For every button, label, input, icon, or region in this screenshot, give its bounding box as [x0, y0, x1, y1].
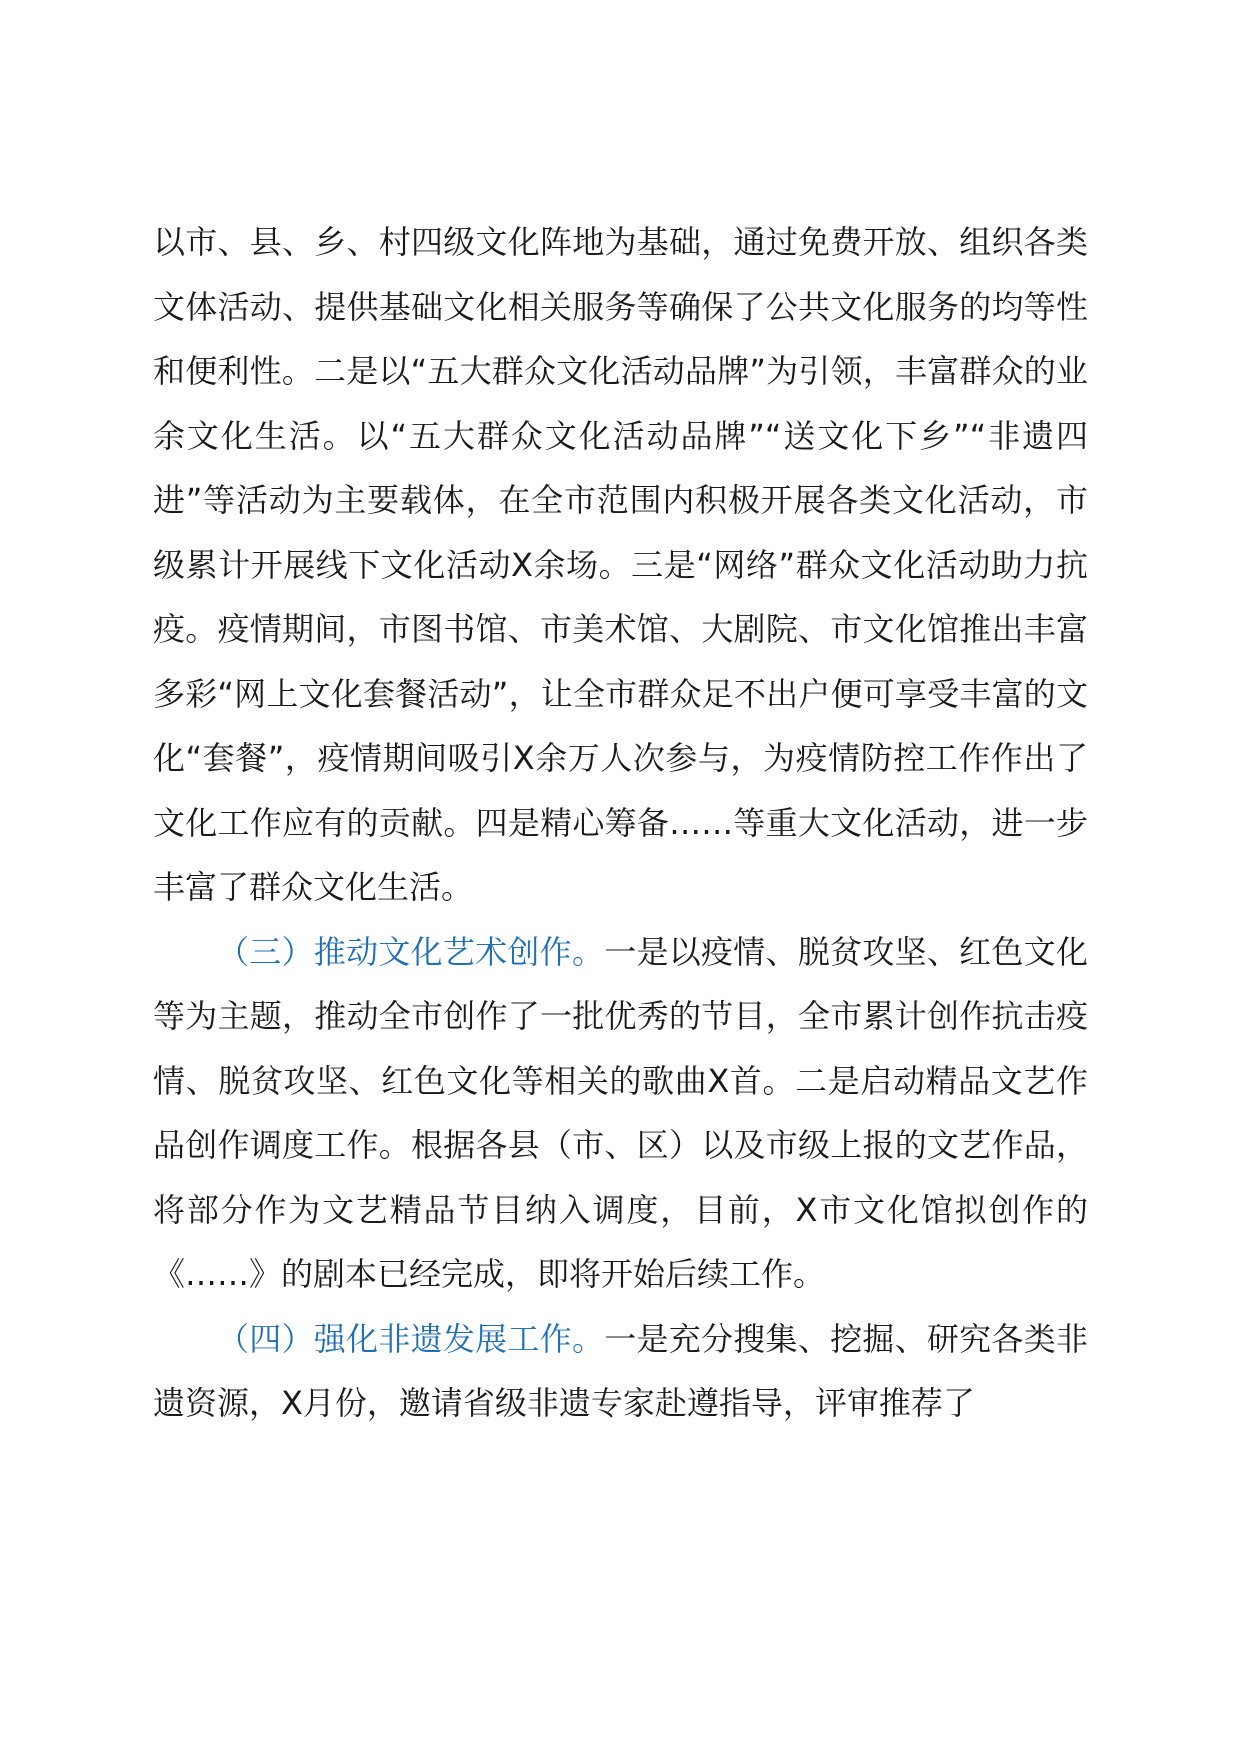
paragraph-art-creation: [153, 920, 1088, 1307]
paragraph-text: 一是以疫情、脱贫攻坚、红色文化等为主题，推动全市创作了一批优秀的节目，全市累计创作抗击疫情、脱贫攻坚、红色文化等相关的歌曲X首。二是启动精品文艺作品创作调度工作。根据各县（市、区）以及市级上报的文艺作品，将部分作为文艺精品节目纳入调度，目前，X市文化馆拟创作的《……》的剧本已经完成，即将开始后续工作。: [153, 932, 1088, 1293]
section-heading-art-creation: （三）推动文化艺术创作。: [217, 932, 605, 971]
paragraph-text: 以市、县、乡、村四级文化阵地为基础，通过免费开放、组织各类文体活动、提供基础文化相关服务等确保了公共文化服务的均等性和便利性。二是以“五大群众文化活动品牌”为引领，丰富群众的业余文化生活。以“五大群众文化活动品牌”“送文化下乡”“非遗四进”等活动为主要载体，在全市范围内积极开展各类文化活动，市级累计开展线下文化活动X余场。三是“网络”群众文化活动助力抗疫。疫情期间，市图书馆、市美术馆、大剧院、市文化馆推出丰富多彩“网上文化套餐活动”，让全市群众足不出户便可享受丰富的文化“套餐”，疫情期间吸引X余万人次参与，为疫情防控工作作出了文化工作应有的贡献。四是精心筹备……等重大文化活动，进一步丰富了群众文化生活。: [153, 223, 1088, 906]
paragraph-text: 一是充分搜集、挖掘、研究各类非遗资源，X月份，邀请省级非遗专家赴遵指导，评审推荐了: [153, 1319, 1088, 1422]
section-heading-intangible-heritage: （四）强化非遗发展工作。: [217, 1319, 605, 1358]
paragraph-intangible-heritage: [153, 1307, 1088, 1436]
document-body: [153, 210, 1088, 1436]
paragraph-continued: [153, 210, 1088, 920]
